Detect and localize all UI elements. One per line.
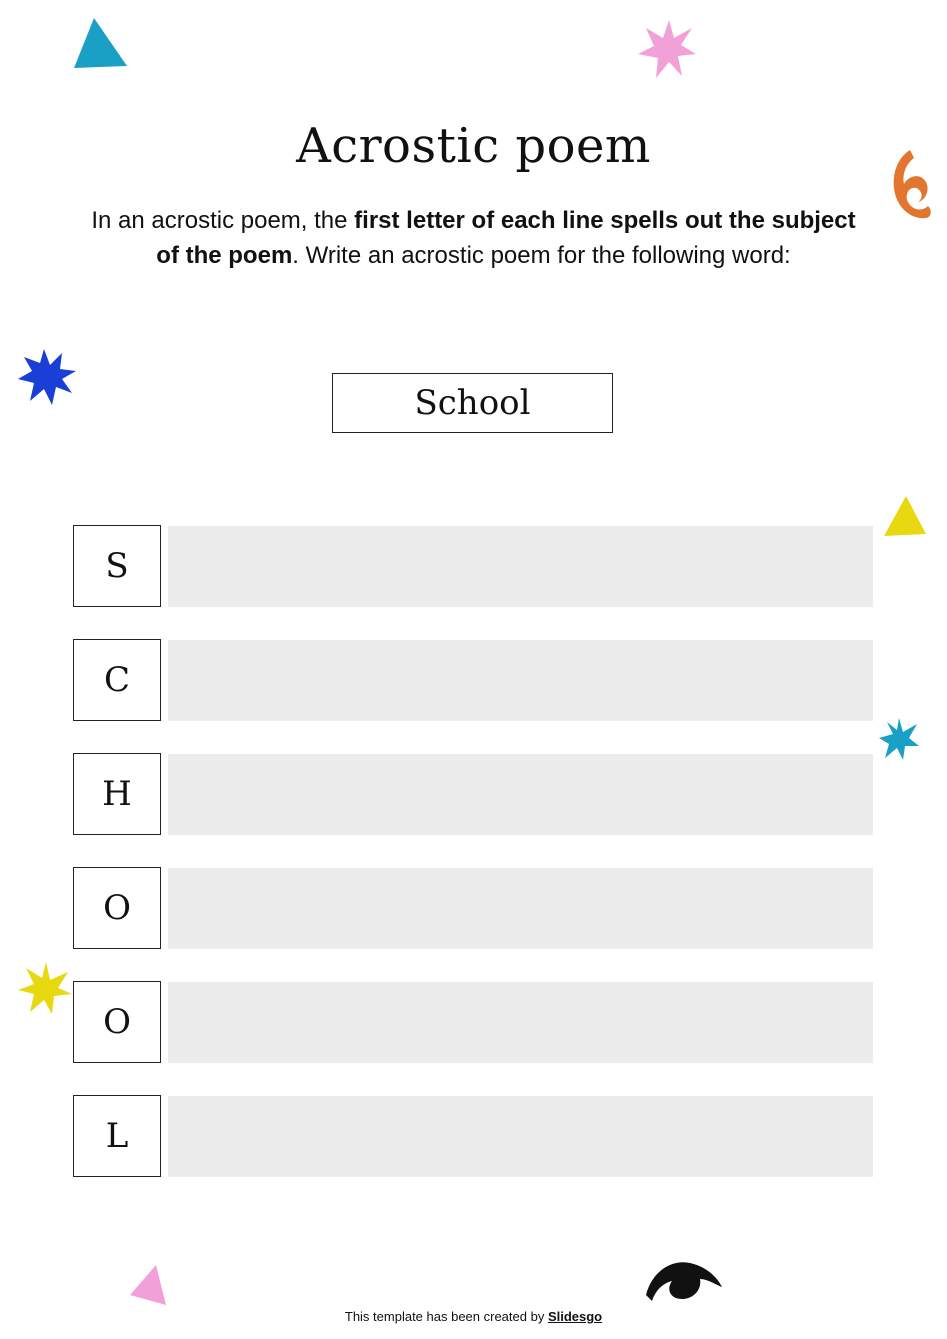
slidesgo-link[interactable]: Slidesgo bbox=[547, 1309, 603, 1324]
letter-box: L bbox=[73, 1095, 161, 1177]
poem-line-input[interactable] bbox=[168, 868, 873, 949]
pink-star-icon bbox=[636, 18, 698, 82]
poem-line-input[interactable] bbox=[168, 1096, 873, 1177]
footer-text: This template has been created by bbox=[344, 1309, 548, 1324]
acrostic-row bbox=[73, 525, 873, 607]
acrostic-row bbox=[73, 639, 873, 721]
teal-triangle-icon bbox=[72, 16, 130, 70]
acrostic-row bbox=[73, 981, 873, 1063]
poem-line-input[interactable] bbox=[168, 640, 873, 721]
letter-box: O bbox=[73, 981, 161, 1063]
subject-word: School bbox=[414, 383, 531, 423]
letter-box: O bbox=[73, 867, 161, 949]
poem-line-input[interactable] bbox=[168, 526, 873, 607]
pink-triangle-icon bbox=[128, 1263, 170, 1307]
yellow-star-icon bbox=[16, 960, 74, 1016]
acrostic-row bbox=[73, 1095, 873, 1177]
instructions-part1: In an acrostic poem, the bbox=[91, 207, 355, 234]
letter-box: C bbox=[73, 639, 161, 721]
poem-line-input[interactable] bbox=[168, 982, 873, 1063]
yellow-triangle-icon bbox=[882, 494, 928, 538]
black-arc-icon bbox=[642, 1255, 724, 1303]
letter-box: S bbox=[73, 525, 161, 607]
letter-box: H bbox=[73, 753, 161, 835]
poem-line-input[interactable] bbox=[168, 754, 873, 835]
acrostic-rows bbox=[73, 525, 873, 1209]
acrostic-row bbox=[73, 753, 873, 835]
subject-word-box bbox=[332, 373, 613, 433]
teal-star-icon bbox=[877, 716, 921, 762]
instructions-bold: first letter of each line spells out the subject of the poem bbox=[156, 207, 856, 269]
footer-credit bbox=[0, 1309, 947, 1324]
instructions-text bbox=[80, 203, 867, 273]
acrostic-row bbox=[73, 867, 873, 949]
page-title: Acrostic poem bbox=[296, 118, 651, 174]
blue-star-icon bbox=[16, 347, 78, 407]
instructions-part2: . Write an acrostic poem for the following word: bbox=[292, 242, 791, 269]
